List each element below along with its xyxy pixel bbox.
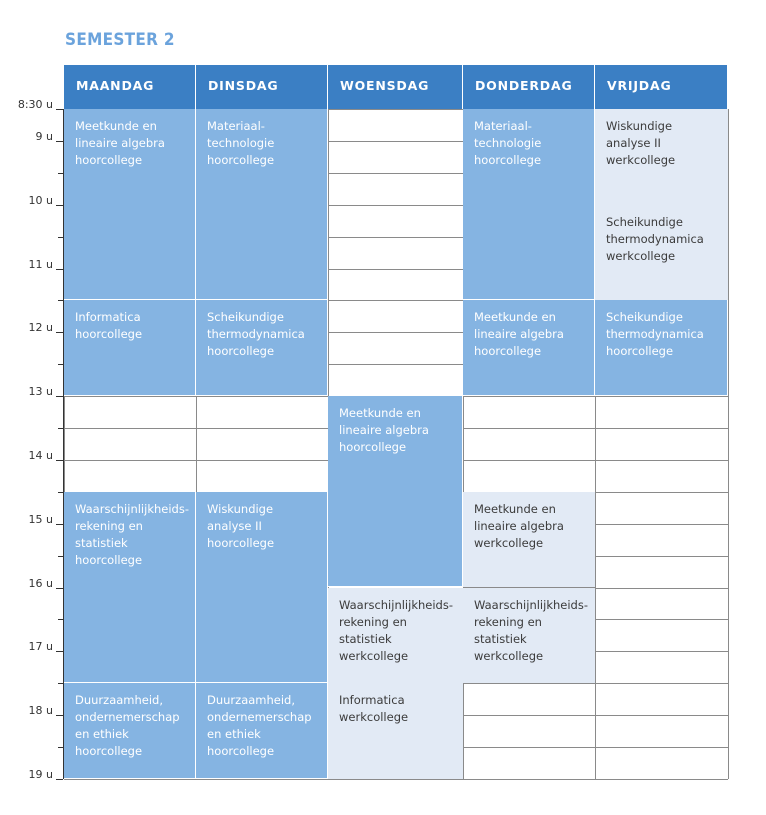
time-label: 10 u [28,193,53,207]
time-tick-minor [58,237,63,238]
time-label: 9 u [35,129,53,143]
time-tick-major [56,109,63,110]
time-tick-major [56,524,63,525]
course-block-werkcollege: Waarschijnlijkheids- rekening en statistiek werkcollege [328,588,464,685]
course-block-hoorcollege: Materiaal- technologie hoorcollege [463,109,595,300]
day-header-woensdag: WOENSDAG [328,65,463,109]
time-tick-major [56,588,63,589]
time-tick-minor [58,556,63,557]
time-tick-minor [58,619,63,620]
time-tick-major [56,269,63,270]
time-tick-major [56,396,63,397]
day-header-donderdag: DONDERDAG [463,65,595,109]
time-label: 14 u [28,448,53,462]
time-label: 17 u [28,640,53,654]
time-tick-major [56,332,63,333]
course-block-hoorcollege: Meetkunde en lineaire algebra hoorcollege [328,396,463,587]
course-block-werkcollege: Informatica werkcollege [328,683,464,780]
course-block-hoorcollege: Wiskundige analyse II hoorcollege [196,492,328,683]
time-tick-minor [58,683,63,684]
time-label: 16 u [28,576,53,590]
time-label: 19 u [28,767,53,781]
day-header-maandag: MAANDAG [64,65,196,109]
time-label: 13 u [28,385,53,399]
time-tick-major [56,715,63,716]
time-label: 18 u [28,704,53,718]
day-header-vrijdag: VRIJDAG [595,65,728,109]
time-tick-major [56,651,63,652]
day-header-dinsdag: DINSDAG [196,65,328,109]
course-block-werkcollege: Waarschijnlijkheids- rekening en statistiek werkcollege [463,588,596,685]
time-tick-major [56,460,63,461]
page-title: SEMESTER 2 [65,30,175,50]
course-block-werkcollege: Meetkunde en lineaire algebra werkcollege [463,492,596,589]
course-block-hoorcollege: Scheikundige thermodynamica hoorcollege [595,300,728,396]
time-label: 8:30 u [17,98,53,111]
course-block-werkcollege: Scheikundige thermodynamica werkcollege [595,205,729,302]
course-block-hoorcollege: Duurzaamheid, ondernemerschap en ethiek hoorcollege [196,683,328,779]
time-tick-minor [58,492,63,493]
time-tick-minor [58,173,63,174]
course-block-hoorcollege: Meetkunde en lineaire algebra hoorcollege [463,300,595,396]
time-label: 15 u [28,512,53,526]
time-label: 12 u [28,321,53,335]
time-label: 11 u [28,257,53,271]
time-tick-major [56,141,63,142]
course-block-werkcollege: Wiskundige analyse II werkcollege [595,109,729,206]
course-block-hoorcollege: Waarschijnlijkheids- rekening en statistiek hoorcollege [64,492,196,683]
course-block-hoorcollege: Informatica hoorcollege [64,300,196,396]
time-tick-major [56,779,63,780]
time-tick-minor [58,428,63,429]
time-tick-minor [58,300,63,301]
time-tick-minor [58,364,63,365]
course-block-hoorcollege: Meetkunde en lineaire algebra hoorcollege [64,109,196,300]
time-tick-major [56,205,63,206]
course-block-hoorcollege: Materiaal- technologie hoorcollege [196,109,328,300]
course-block-hoorcollege: Scheikundige thermodynamica hoorcollege [196,300,328,396]
course-block-hoorcollege: Duurzaamheid, ondernemerschap en ethiek hoorcollege [64,683,196,779]
time-tick-minor [58,747,63,748]
